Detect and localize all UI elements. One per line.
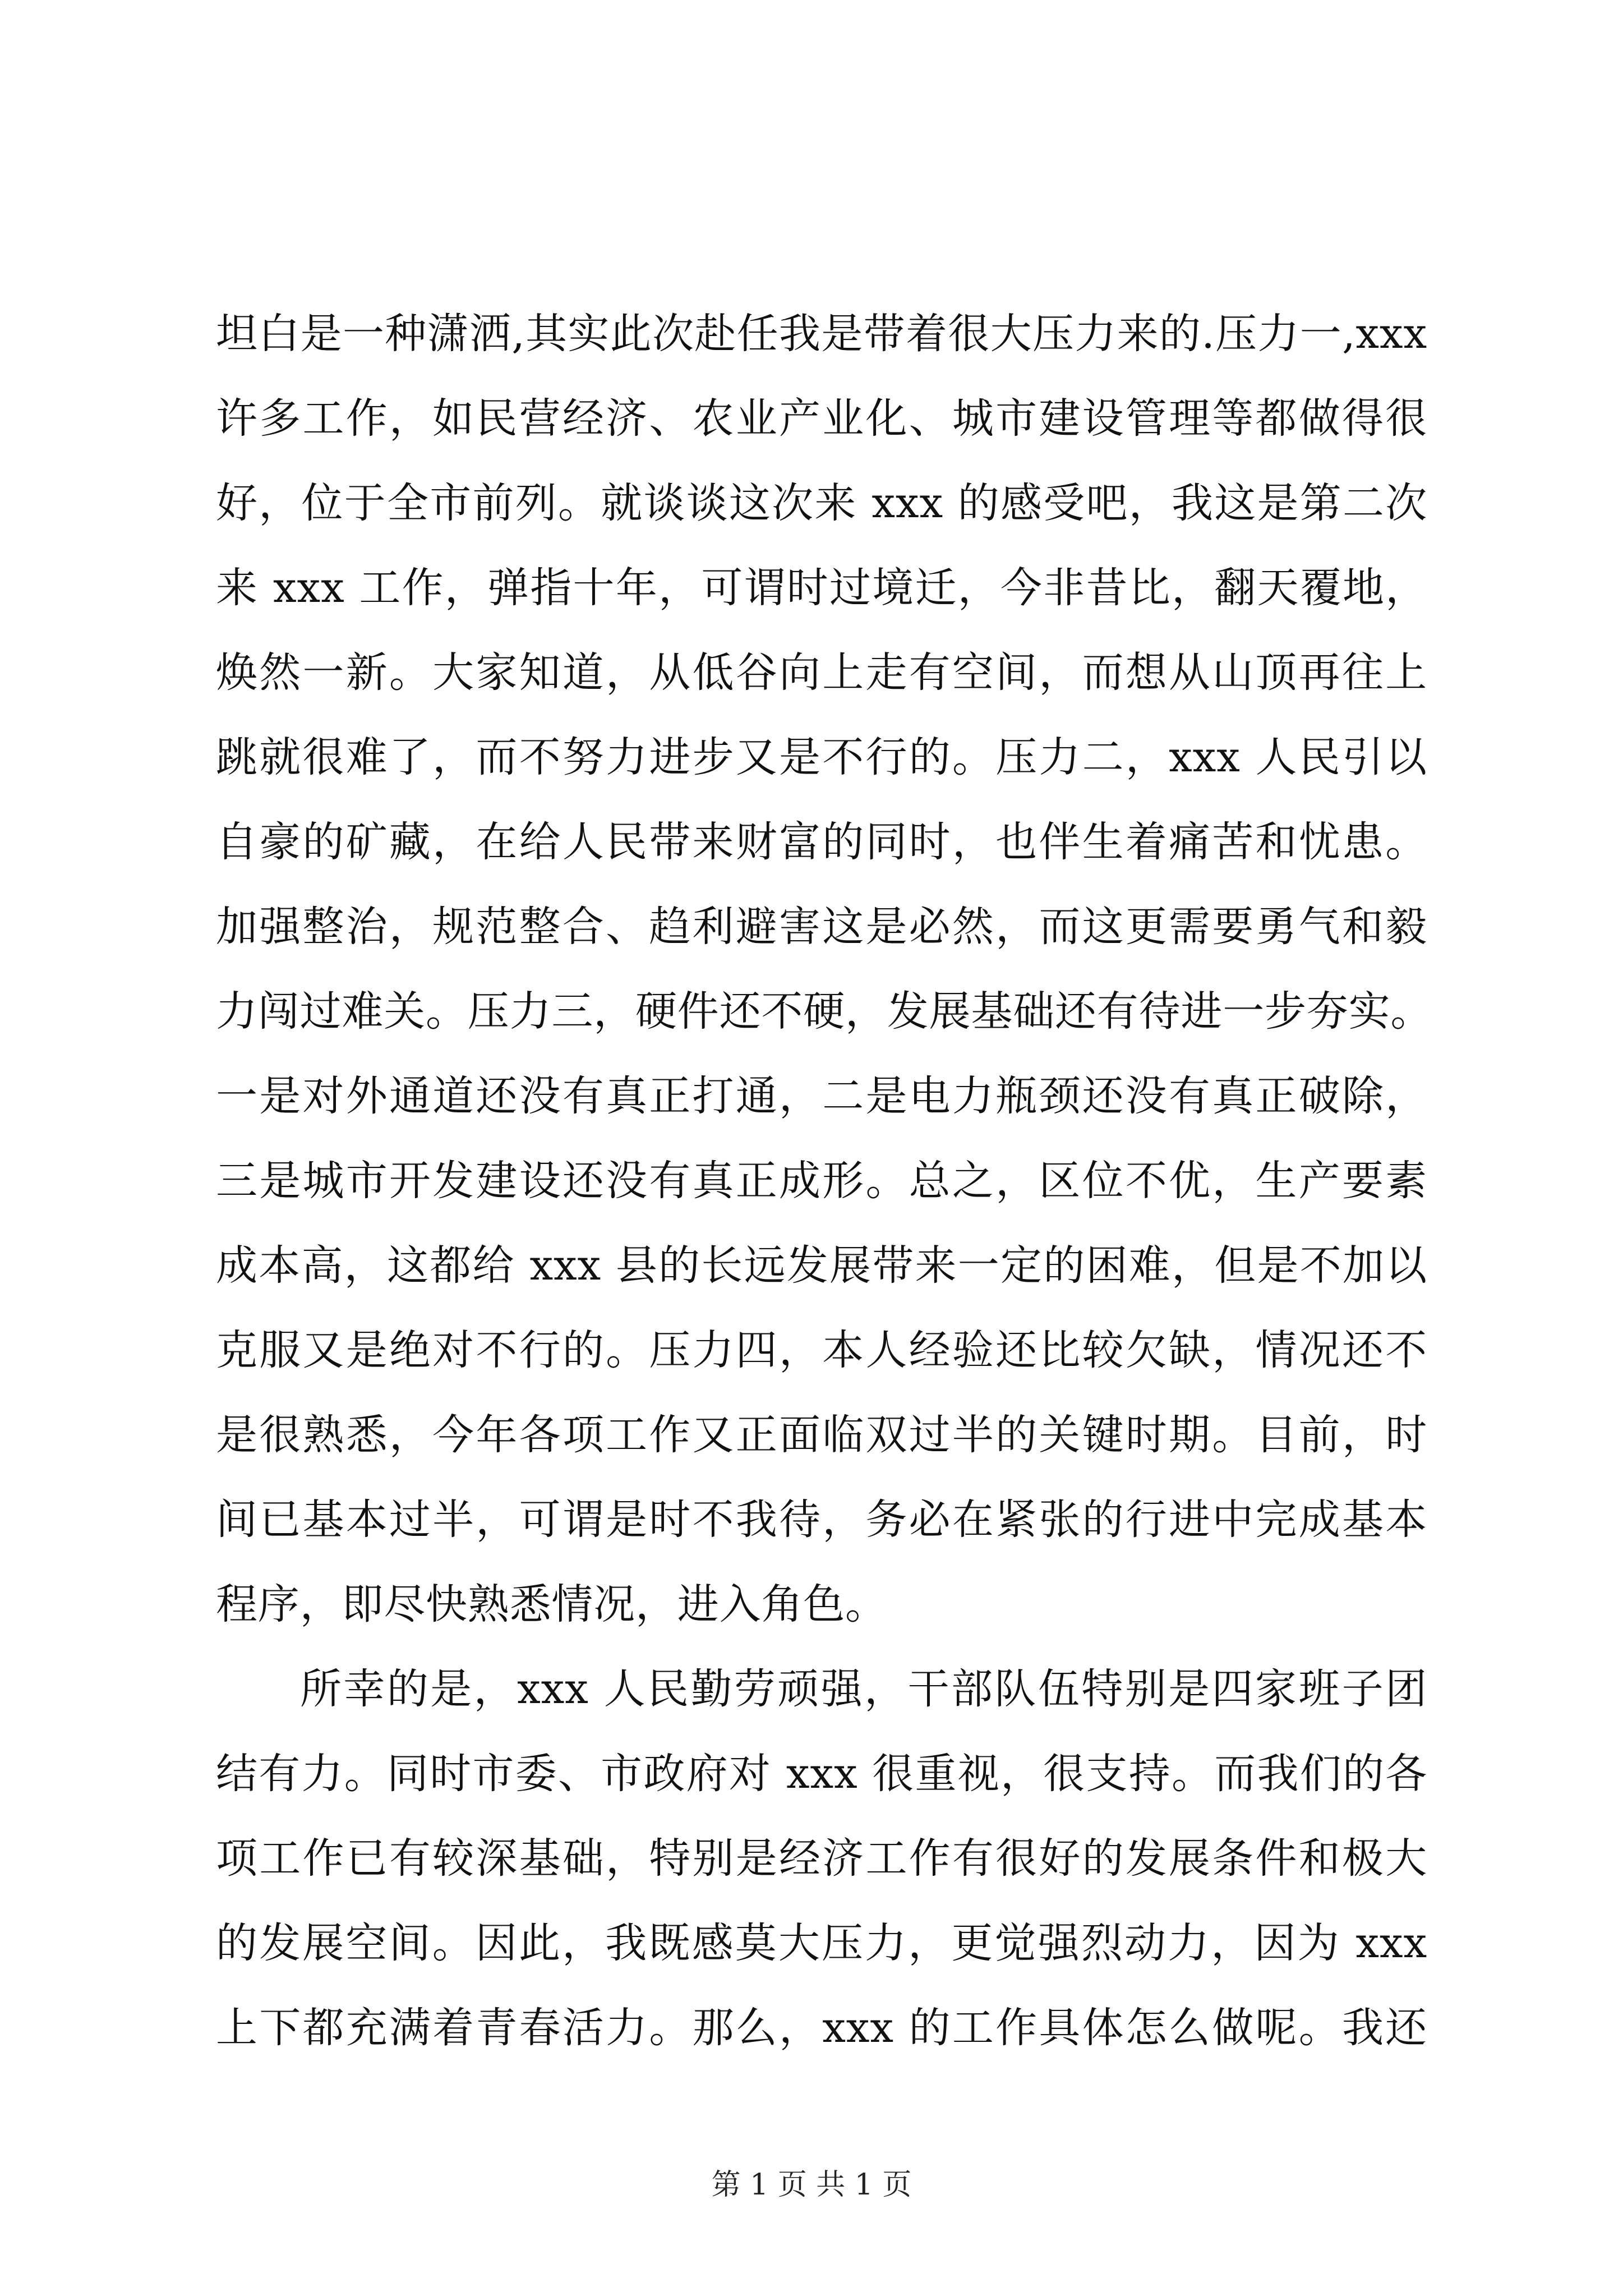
- page-footer: [0, 2162, 1623, 2207]
- text-line: 是很熟悉，今年各项工作又正面临双过半的关键时期。目前，时: [216, 1411, 1427, 1459]
- text-line: 自豪的矿藏，在给人民带来财富的同时，也伴生着痛苦和忧患。: [216, 818, 1427, 866]
- text-line: 上下都充满着青春活力。那么，xxx 的工作具体怎么做呢。我还: [216, 2004, 1427, 2052]
- text-line: 一是对外通道还没有真正打通，二是电力瓶颈还没有真正破除，: [216, 1072, 1427, 1120]
- text-line: 三是城市开发建设还没有真正成形。总之，区位不优，生产要素: [216, 1157, 1427, 1205]
- text-line: 程序，即尽快熟悉情况，进入角色。: [216, 1580, 887, 1628]
- text-line: 项工作已有较深基础，特别是经济工作有很好的发展条件和极大: [216, 1834, 1427, 1883]
- text-line: 跳就很难了，而不努力进步又是不行的。压力二，xxx 人民引以: [216, 733, 1427, 781]
- text-line: 成本高，这都给 xxx 县的长远发展带来一定的困难，但是不加以: [216, 1241, 1427, 1290]
- text-line: 焕然一新。大家知道，从低谷向上走有空间，而想从山顶再往上: [216, 648, 1427, 697]
- text-line: 好，位于全市前列。就谈谈这次来 xxx 的感受吧，我这是第二次: [216, 479, 1427, 527]
- page-number-label: 第 1 页 共 1 页: [711, 2168, 912, 2202]
- text-line: 许多工作，如民营经济、农业产业化、城市建设管理等都做得很: [216, 394, 1427, 443]
- text-line: 间已基本过半，可谓是时不我待，务必在紧张的行进中完成基本: [216, 1496, 1427, 1544]
- text-line: 力闯过难关。压力三，硬件还不硬，发展基础还有待进一步夯实。: [216, 987, 1433, 1036]
- paragraph-2: [216, 1647, 1427, 2070]
- text-line: 加强整治，规范整合、趋利避害这是必然，而这更需要勇气和毅: [216, 903, 1427, 951]
- paragraph-1: [216, 292, 1433, 1647]
- document-body: [216, 292, 1433, 2070]
- text-line: 结有力。同时市委、市政府对 xxx 很重视，很支持。而我们的各: [216, 1750, 1427, 1798]
- text-line: 克服又是绝对不行的。压力四，本人经验还比较欠缺，情况还不: [216, 1326, 1427, 1374]
- text-line: 坦白是一种潇洒,其实此次赴任我是带着很大压力来的.压力一,xxx: [216, 310, 1427, 358]
- text-line: 的发展空间。因此，我既感莫大压力，更觉强烈动力，因为 xxx: [216, 1919, 1427, 1967]
- text-line: 来 xxx 工作，弹指十年，可谓时过境迁，今非昔比，翻天覆地，: [216, 564, 1427, 612]
- text-line: 所幸的是，xxx 人民勤劳顽强，干部队伍特别是四家班子团: [300, 1665, 1427, 1713]
